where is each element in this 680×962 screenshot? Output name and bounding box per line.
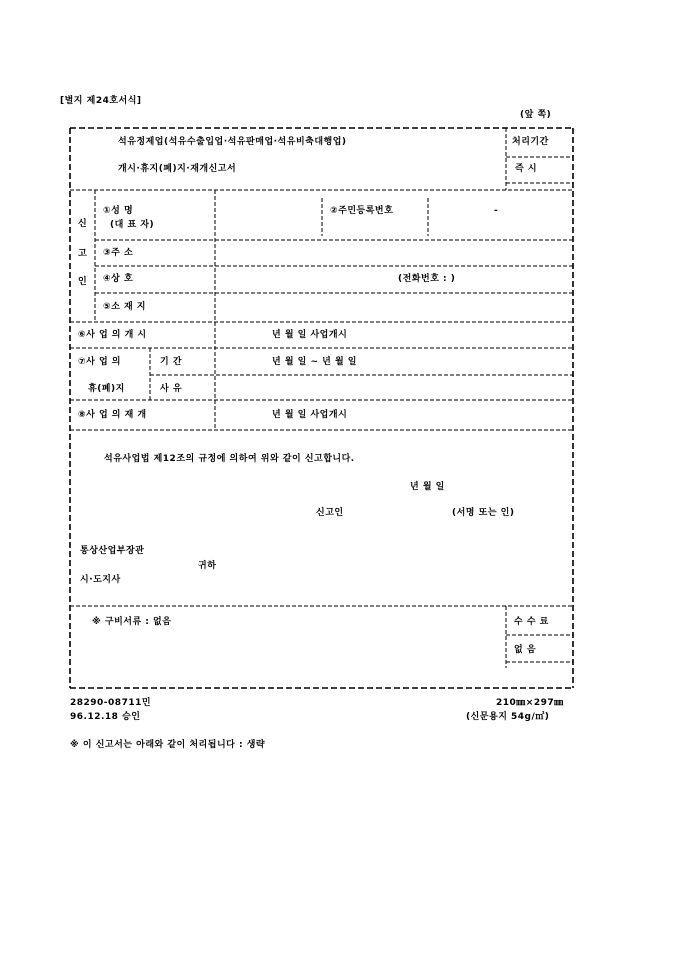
business-start-label: ⑥사 업 의 개 시: [78, 330, 147, 340]
signature-or-seal[interactable]: (서명 또는 인): [452, 508, 515, 518]
declaration-statement: 석유사업법 제12조의 규정에 의하여 위와 같이 신고합니다.: [104, 454, 355, 464]
reg-no-label: ②주민등록번호: [330, 206, 394, 216]
recipient-governor: 시·도지사: [80, 575, 121, 585]
paper-type: (신문용지 54g/㎡): [466, 712, 550, 722]
recipient-minister: 통상산업부장관: [80, 546, 145, 556]
suspension-label-1: ⑦사 업 의: [78, 357, 121, 367]
phone-label: (전화번호 : ): [398, 274, 456, 284]
suspension-label-2: 휴(폐)지: [88, 384, 125, 394]
processing-period-value: 즉 시: [515, 164, 538, 174]
name-label: ①성 명: [103, 206, 134, 216]
processing-period-label: 처리기간: [512, 137, 549, 147]
processing-note: ※ 이 신고서는 아래와 같이 처리됩니다 : 생략: [70, 740, 266, 750]
form-title-line2: 개시·휴지(폐)지·재개신고서: [118, 164, 237, 174]
period-label: 기 간: [160, 357, 183, 367]
fee-value: 없 음: [514, 645, 537, 655]
reg-no-value[interactable]: -: [494, 206, 499, 216]
address-label: ③주 소: [103, 248, 134, 258]
business-resume-label: ⑧사 업 의 재 개: [78, 410, 147, 420]
reason-label: 사 유: [160, 384, 183, 394]
required-documents: ※ 구비서류 : 없음: [92, 617, 172, 627]
form-title-line1: 석유정제업(석유수출입업·석유판매업·석유비축대행업): [118, 137, 347, 147]
paper-size: 210㎜×297㎜: [496, 698, 564, 708]
business-resume-value[interactable]: 년 월 일 사업개시: [272, 410, 348, 420]
applicant-group-label-1: 신: [78, 219, 88, 229]
declaration-date[interactable]: 년 월 일: [410, 482, 445, 492]
form-number: [별지 제24호서식]: [60, 96, 142, 106]
applicant-group-label-3: 인: [78, 277, 88, 287]
location-label: ⑤소 재 지: [103, 302, 146, 312]
fee-label: 수 수 료: [514, 617, 549, 627]
applicant-signature-label: 신고인: [316, 508, 344, 518]
company-label: ④상 호: [103, 274, 134, 284]
applicant-group-label-2: 고: [78, 249, 88, 259]
approval-date: 96.12.18 승인: [70, 712, 141, 722]
business-start-value[interactable]: 년 월 일 사업개시: [272, 330, 348, 340]
recipient-honorific: 귀하: [198, 561, 217, 571]
form-code: 28290-08711민: [70, 698, 152, 708]
page-side-label: (앞 쪽): [520, 110, 552, 120]
representative-label: (대 표 자): [110, 220, 155, 230]
period-value[interactable]: 년 월 일 ~ 년 월 일: [272, 357, 358, 367]
